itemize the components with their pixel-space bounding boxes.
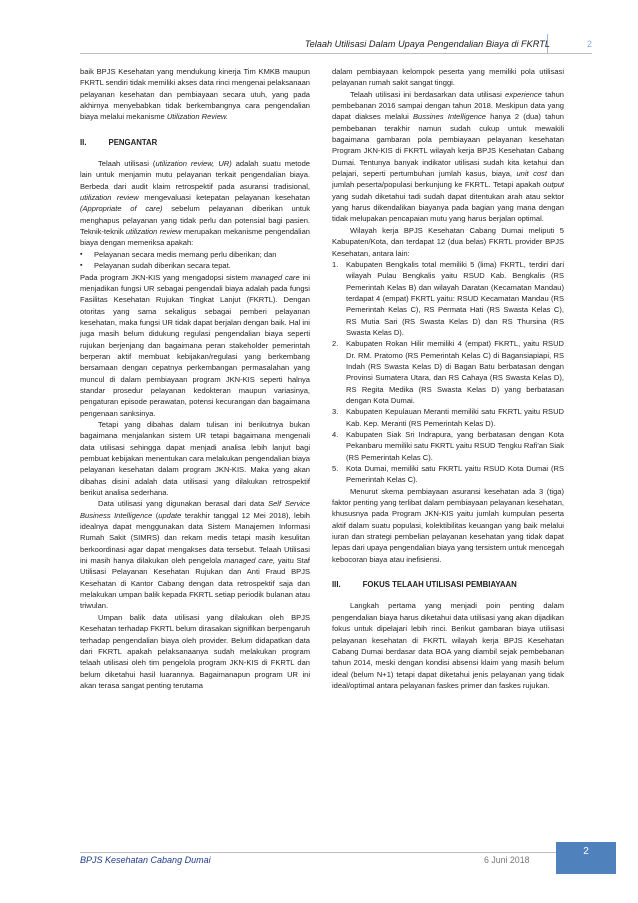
header-page-number: 2 <box>586 39 592 49</box>
left-column <box>80 66 310 691</box>
paragraph: Tetapi yang dibahas dalam tulisan ini berikutnya bukan bagaimana menjalankan sistem UR tetapi bagaimana mengenali data utilisasi sehingga dapat menjadi analisa lebih lanjut bagi pembuat kebijakan menentukan cara melakukan pengendalian biaya pelayanan kesehatan dalam program JKN-KIS. Maka yang akan dibahas disini adalah data utilisasi yang dilakukan retrospektif berikut analisa sederhana. <box>80 419 310 498</box>
footer-date: 6 Juni 2018 <box>484 855 530 865</box>
list-item: 3. Kabupaten Kepulauan Meranti memiliki satu FKRTL yaitu RSUD Kab. Kep. Meranti (RS Pemerintah Kelas D). <box>332 407 564 428</box>
paragraph: baik BPJS Kesehatan yang mendukung kinerja Tim KMKB maupun FKRTL sendiri tidak memiliki akses data rinci mengenai pelaksanaan pelayanan kesehatan dan pembiayaan secara utuh, yang pada akhirnya menyebabkan tidak berkembangnya cara pengendalian biaya melalui mekanisme Utilization Review. <box>80 67 310 122</box>
right-column <box>332 66 564 691</box>
paragraph: Telaah utilisasi (utilization review, UR) adalah suatu metode lain untuk menjamin mutu pelayanan terkait pengendalian biaya. Berbeda dari audit klaim retrospektif pada asuransi tradisional, utilization review mengevaluasi ketepatan pelayanan kesehatan (Appropriate of care) sebelum pelayanan diberikan untuk menghapus pelayanan yang tidak perlu dan potensial bagi pasien. Teknik-teknik utilization review merupakan mekanisme pengendalian biaya dengan memeriksa apakah: <box>80 159 310 248</box>
section-title: PENGANTAR <box>108 137 158 147</box>
paragraph: Data utilisasi yang digunakan berasal dari data Self Service Business Intelligence (update terakhir tanggal 12 Mei 2018), lebih idealnya dapat menggunakan data Sistem Manajemen Informasi Rumah Sakit (SIMRS) dan rekam medis tetapi masih kesulitan berkoordinasi agar dapat mengakses data tersebut. Telaah Utilisasi ini masih hanya dilakukan oleh pengelola managed care, yaitu Staf Utilisasi Pelayanan Kesehatan Rujukan dan Anti Fraud BPJS Kesehatan di Kantor Cabang dengan data retrospektif saja dan melakukan umpan balik kepada FKRTL setiap periodik bulanan atau triwulan. <box>80 499 310 611</box>
section-number: III. <box>332 580 341 590</box>
paragraph: Wilayah kerja BPJS Kesehatan Cabang Dumai meliputi 5 Kabupaten/Kota, dan terdapat 12 (dua belas) FKRTL provider BPJS Kesehatan, antara lain: <box>332 225 564 258</box>
bullet-item: ▪ Pelayanan secara medis memang perlu diberikan; dan <box>80 249 277 259</box>
list-item: 1. Kabupaten Bengkalis total memiliki 5 (lima) FKRTL, terdiri dari wilayah Pulau Bengkalis yaitu RSUD Kab. Bengkalis (RS Pemerintah Kelas B) dan wilayah Daratan (Kecamatan Mandau) terdapat 4 (empat) FKRTL yaitu: RSUD Kecamatan Mandau (RS Pemerintah Kelas C), RS Permata Hati (RS Swasta Kelas C), RS Mutia Sari (RS Swasta Kelas D) dan RS Thursina (RS Swasta Kelas D). <box>332 259 564 337</box>
paragraph: dalam pembiayaan kelompok peserta yang memiliki pola utilisasi pelayanan rumah sakit sangat tinggi. <box>332 67 564 88</box>
bullet-square-icon: ▪ <box>80 262 83 270</box>
footer-organization: BPJS Kesehatan Cabang Dumai <box>80 855 211 865</box>
section-number: II. <box>80 137 87 147</box>
bullet-item: ▪ Pelayanan sudah diberikan secara tepat. <box>80 261 231 271</box>
list-item: 2. Kabupaten Rokan Hilir memiliki 4 (empat) FKRTL, yaitu RSUD Dr. RM. Pratomo (RS Pemerintah Kelas C) di Bagansiapiapi, RS Indah (RS Swasta Kelas D) di Bagan Batu berbatasan dengan Provinsi Sumatera Utara, dan RS Cahaya (RS Swasta Kelas D), RS Regita Medika (RS Swasta Kelas D) yang berbatasan dengan Kota Dumai. <box>332 339 564 405</box>
paragraph: Umpan balik data utilisasi yang dilakukan oleh BPJS Kesehatan terhadap FKRTL belum dirasakan signifikan berpengaruh terhadap pengendalian biaya oleh provider. Belum didapatkan data dari FKRTL apakah pelaksanaanya sudah melakukan program telaah utilisasi oleh tim pengelola program JKN-KIS di FKRTL dan belum diketahui hasil luarannya. Bagaimanapun program UR ini akan terasa sangat penting terutama <box>80 612 310 690</box>
running-title: Telaah Utilisasi Dalam Upaya Pengendalian Biaya di FKRTL <box>304 39 550 49</box>
list-item: 5. Kota Dumai, memiliki satu FKRTL yaitu RSUD Kota Dumai (RS Pemerintah Kelas C). <box>332 464 564 485</box>
paragraph: Menurut skema pembiayaan asuransi kesehatan ada 3 (tiga) faktor penting yang terlibat dalam pembiayaan pelayanan kesehatan, khususnya pada Program JKN-KIS yaitu jumlah kumpulan peserta aktif dalam suatu populasi, kolektibilitas keuangan yang baik melalui iuran dan strategi pembelian pelayanan kesehatan yang tidak dapat lepas dari upaya pengendalian biaya yang tersistem untuk mencegah kebocoran biaya atau inefisiensi. <box>332 486 565 564</box>
footer-page-number: 2 <box>556 842 616 874</box>
section-heading-pengantar <box>80 137 310 148</box>
paragraph: Langkah pertama yang menjadi poin penting dalam pengendalian biaya harus diketahui data utilisasi yang akan dijadikan fokus untuk dipelajari lebih rinci. Berikut gambaran biaya utilisasi pelayanan kesehatan di FKRTL wilayah kerja BPJS Kesehatan Cabang Dumai berdasar data BOA yang diambil sejak pembebanan tahun 2014, meski dengan kondisi absensi klaim yang masih belum ideal (belum N+1) tetapi dapat diketahui jenis pelayanan yang tidak ideal/optimal antara pelayanan faskes primer dan faskes rujukan. <box>332 601 564 690</box>
section-title: FOKUS TELAAH UTILISASI PEMBIAYAAN <box>362 580 517 590</box>
header-accent-rule <box>547 34 592 53</box>
bullet-square-icon: ▪ <box>80 250 83 258</box>
header-rule <box>80 53 592 54</box>
paragraph: Telaah utilisasi ini berdasarkan data utilisasi experience tahun pembebanan 2016 sampai dengan tahun 2018. Meskipun data yang dapat diakses melalui Bussines Intelligence hanya 2 (dua) tahun pembebanan terakhir namun sudah cukup untuk mewakili bagaimana gambaran pola pembiayaan pelayanan kesehatan Program JKN-KIS di FKRTL wilayah kerja BPJS Kesehatan Cabang Dumai. Tentunya banyak indikator utilisasi sudah kita ketahui dan pelajari, seperti pertumbuhan jumlah kasus, biaya, unit cost dan jumlah peserta/populasi berkunjung ke FKRTL. Tetapi apakah output yang sudah diketahui tadi sudah dapat ditentukan arah atau sektor yang harus dikendalikan biayanya pada bagian yang mana dengan tidak melupakan pencapaian mutu yang harus berjalan optimal. <box>332 89 564 224</box>
list-item: 4. Kabupaten Siak Sri Indrapura, yang berbatasan dengan Kota Pekanbaru memiliki satu FKRTL yaitu RSUD Tengku Rafi'an Siak (RS Pemerintah Kelas C). <box>332 430 564 462</box>
paragraph: Pada program JKN-KIS yang mengadopsi sistem managed care ini menjadikan fungsi UR sebagai pengendali biaya adalah pada fungsi Fasilitas Kesehatan Rujukan Tingkat Lanjut (FKRTL). Dengan otoritas yang sama sekaligus sebagai pemberi pelayanan kesehatan, maka fungsi UR tidak dapat berjalan dengan baik. Hal ini juga masih belum didukung regulasi pengendalian biaya seperti rujukan berjenjang dan bagaimana peran stakeholder pemerintah berperan aktif membuat kebijakan/regulasi yang berkembang bersamaan dengan cepatnya perkembangan permasalahan yang muncul di dalam pembiayaan program JKN-KIS seperti halnya standar prosedur pelayanan kedokteran maupun variasinya, pengaturan episode perawatan, potensi kecurangan dan bagaimana pengenaan sanksinya. <box>80 272 310 418</box>
footer-rule <box>80 852 558 853</box>
section-heading-fokus <box>332 579 564 590</box>
